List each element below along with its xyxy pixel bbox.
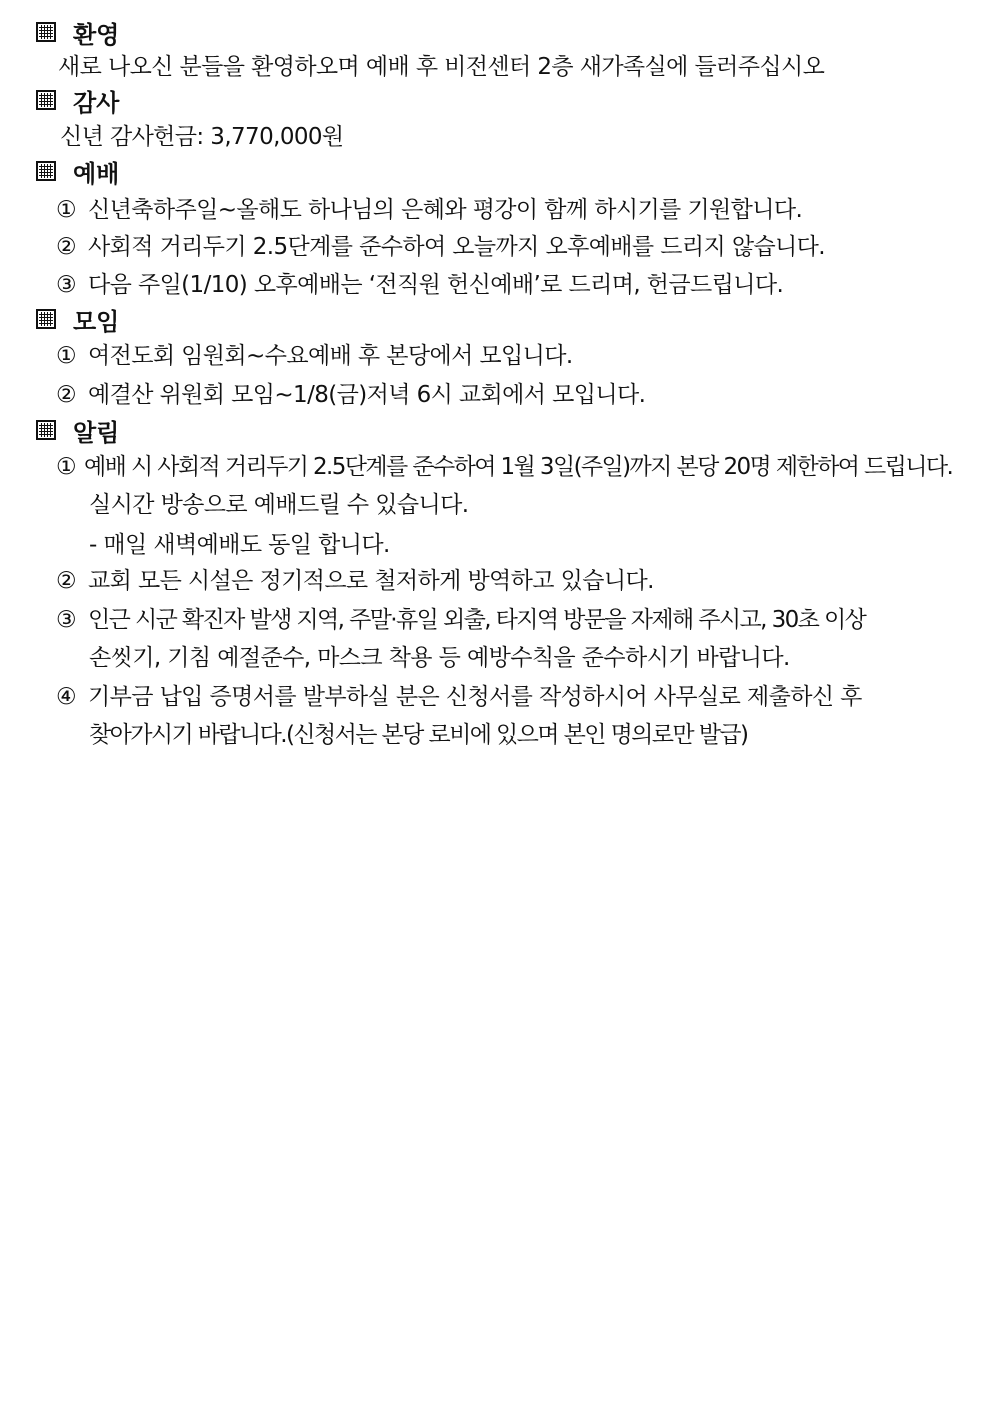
item-text: 다음 주일(1/10) 오후예배는 ‘전직원 헌신예배’로 드리며, 헌금드립니다. [88,272,784,298]
item-text: 예배 시 사회적 거리두기 2.5단계를 준수하여 1월 3일(주일)까지 본당 20명 제한하여 드립니다. [84,454,953,480]
heading-text: 예배 [73,159,120,188]
item-number: ③ [56,272,77,298]
list-item [56,603,865,637]
heading-text: 환영 [73,20,120,49]
thanks-text: 신년 감사헌금: 3,770,000원 [60,124,344,150]
square-bullet-icon [36,420,56,440]
item-number: ① [56,197,77,223]
item-text: 사회적 거리두기 2.5단계를 준수하여 오늘까지 오후예배를 드리지 않습니다. [88,234,826,260]
heading-text: 감사 [73,88,120,117]
list-item [56,378,645,412]
item-text: 예결산 위원회 모임~1/8(금)저녁 6시 교회에서 모입니다. [88,382,646,408]
square-bullet-icon [36,90,56,110]
square-bullet-icon [36,161,56,181]
list-item [56,268,783,302]
item-text: 인근 시군 확진자 발생 지역, 주말·휴일 외출, 타지역 방문을 자제해 주시고, 30초 이상 [88,607,866,633]
item-text: 신년축하주일~올해도 하나님의 은혜와 평강이 함께 하시기를 기원합니다. [88,197,803,223]
list-item [56,193,802,227]
item-text: 교회 모든 시설은 정기적으로 철저하게 방역하고 있습니다. [88,568,654,594]
section-heading-worship [36,155,119,187]
item-text: 기부금 납입 증명서를 발부하실 분은 신청서를 작성하시어 사무실로 제출하신 후 [88,684,862,710]
item-continuation: 손씻기, 기침 예절준수, 마스크 착용 등 예방수칙을 준수하시기 바랍니다. [89,645,790,671]
list-item [56,339,573,373]
item-number: ② [56,382,77,408]
item-number: ③ [56,607,76,633]
item-number: ② [56,568,77,594]
item-text: 여전도회 임원회~수요예배 후 본당에서 모입니다. [88,343,573,369]
item-number: ① [56,343,77,369]
welcome-text: 새로 나오신 분들을 환영하오며 예배 후 비전센터 2층 새가족실에 들러주십시오 [58,54,825,80]
item-number: ④ [56,684,77,710]
item-continuation: 실시간 방송으로 예배드릴 수 있습니다. [89,492,469,518]
section-heading-meeting [36,303,119,335]
item-number: ① [56,454,76,480]
item-continuation: 찾아가시기 바랍니다.(신청서는 본당 로비에 있으며 본인 명의로만 발급) [89,722,748,748]
square-bullet-icon [36,22,56,42]
list-item [56,450,952,484]
heading-text: 알림 [73,418,120,447]
list-item [56,564,654,598]
list-item [56,680,862,714]
item-continuation: - 매일 새벽예배도 동일 합니다. [89,532,390,558]
list-item [56,230,825,264]
heading-text: 모임 [73,307,120,336]
item-number: ② [56,234,77,260]
section-heading-notice [36,414,119,446]
square-bullet-icon [36,309,56,329]
section-heading-welcome [36,16,119,48]
section-heading-thanks [36,84,119,116]
